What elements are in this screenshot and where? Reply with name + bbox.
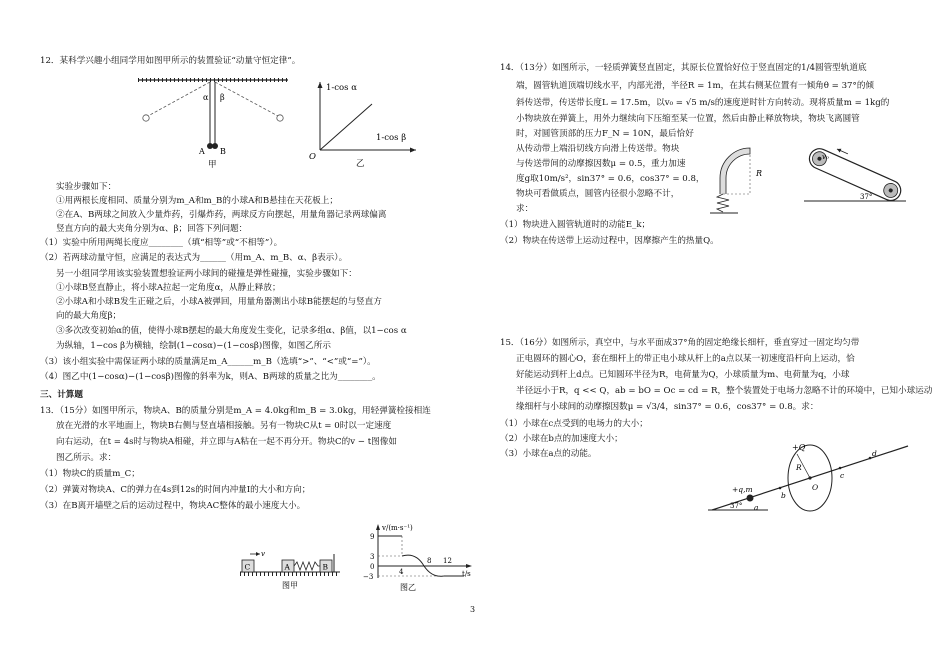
q13-jia-caption: 图甲 <box>282 581 298 590</box>
q13-yi-tick-4: 4 <box>399 568 404 576</box>
q14-angle-label: 37° <box>860 193 873 201</box>
q13-figure-jia <box>236 544 346 592</box>
section-title: 三、计算题 <box>40 390 83 400</box>
q15-line-4: 缘细杆与小球间的动摩擦因数μ = √3/4，sin37° = 0.6，cos37° = 0.8。求： <box>516 402 819 412</box>
q13-yi-tick-12: 12 <box>443 557 452 565</box>
q15-line-5: （1）小球在c点受到的电场力的大小； <box>500 419 648 429</box>
q12-line-8: ②小球A和小球B发生正碰之后，小球A被弹回，用量角器测出小球B能摆起的与竖直方 <box>56 297 382 307</box>
q15-line-3: 半径远小于R，q << Q，ab = bO = Oc = cd = R，整个装置处于电场力忽略不计的环境中，已知小球运动 <box>516 386 933 396</box>
q13-yi-ylabel: v/(m·s⁻¹) <box>382 524 413 532</box>
q13-yi-tick-3: 3 <box>370 553 375 561</box>
q12-alpha-label: α <box>203 93 209 102</box>
q12-fig-yi-caption: 乙 <box>356 159 365 169</box>
q13-jia-C: C <box>244 562 251 572</box>
q12-line-11: 为纵轴，1−cos β为横轴，绘制(1−cosα)−(1−cosβ)图像，如图乙所示 <box>56 341 331 351</box>
q14-line-9: 求： <box>516 204 534 214</box>
q12-line-7: ①小球B竖直静止，将小球A拉起一定角度α，从静止释放； <box>56 283 281 293</box>
q13-line-2: 向右运动，在t = 4s时与物块A相碰，并立即与A粘在一起不再分开。物块C的v − t图像如 <box>56 437 397 447</box>
q12-figure-yi <box>304 78 424 173</box>
q13-figure-yi <box>358 522 478 594</box>
q13-line-5: （2）弹簧对物块A、C的弹力在4s到12s的时间内冲量I的大小和方向； <box>40 485 311 495</box>
q14-line-1: 端，圆管轨道顶端切线水平，内部光滑，半径R = 1m，在其右侧某位置有一倾角θ = 37°的倾 <box>516 81 875 91</box>
q12-line-3: 竖直方向的最大夹角分别为α、β；回答下列问题： <box>56 224 248 234</box>
q12-yi-xlabel: 1-cos β <box>376 133 407 143</box>
q15-line-1: 正电圆环的圆心O，套在细杆上的带正电小球从杆上的a点以某一初速度沿杆向上运动，恰 <box>516 354 855 364</box>
q14-R-label: R <box>756 169 763 178</box>
q15-Q-label: +Q <box>792 443 806 452</box>
q13-jia-v: v <box>261 550 265 558</box>
q12-yi-origin: O <box>309 152 316 162</box>
q15-a-label: a <box>754 503 759 512</box>
q12-B-label: B <box>220 147 226 156</box>
q12-figure-jia <box>138 76 288 171</box>
q13-line-0: 13．（15分）如图甲所示，物块A、B的质量分别是m_A = 4.0kg和m_B = 3.0kg，用轻弹簧栓接相连 <box>40 406 431 416</box>
q14-line-0: 14．（13分）如图所示，一轻质弹簧竖直固定，其原长位置恰好位于竖直固定的1/4圆管型轨道底 <box>500 63 867 73</box>
q12-line-2: ②在A、B两球之间放入少量炸药，引爆炸药，两球反方向摆起，用量角器记录两球偏离 <box>56 210 387 220</box>
q14-line-4: 时，对圆管顶部的压力F_N = 10N，最后恰好 <box>516 129 694 139</box>
q13-yi-tick-0: 0 <box>370 563 375 571</box>
q12-line-0: 实验步骤如下： <box>56 182 117 192</box>
q12-line-9: 向的最大角度β； <box>56 311 122 321</box>
q12-line-6: 另一小组同学用该实验装置想验证两小球间的碰撞是弹性碰撞，实验步骤如下： <box>56 269 357 279</box>
q14-line-10: （1）物块进入圆管轨道时的动能E_k； <box>500 220 651 230</box>
q15-figure <box>708 443 918 516</box>
q15-line-7: （3）小球在a点的动能。 <box>500 449 597 459</box>
q12-A-label: A <box>199 147 205 156</box>
q13-yi-tick-9: 9 <box>370 533 375 541</box>
q14-line-5: 从传动带上端沿切线方向滑上传送带。物块 <box>516 144 680 154</box>
q12-line-13: （4）图乙中(1−cosα)−(1−cosβ)图像的斜率为k，则A、B两球的质量之比为________。 <box>40 372 381 382</box>
q12-line-4: （1）实验中所用两绳长度应________（填“相等”或“不相等”）。 <box>40 238 283 248</box>
q14-line-3: 小物块放在弹簧上，用外力继续向下压缩至某一位置，然后由静止释放物块，物块飞离圆管 <box>516 114 860 124</box>
q12-line-10: ③多次改变初始α的值，使得小球B摆起的最大角度发生变化，记录多组α、β值，以1−cos α <box>56 326 407 336</box>
q14-figure-tube <box>706 138 776 214</box>
q14-figure-conveyor <box>800 145 910 207</box>
q12-line-12: （3）该小组实验中需保证两小球的质量满足m_A______m_B（选填“>”、“<”或“=”）。 <box>40 357 376 367</box>
page-number: 3 <box>470 605 476 614</box>
q15-line-2: 好能运动到杆上d点。已知圆环半径为R，电荷量为Q，小球质量为m、电荷量为q，小球 <box>516 370 850 380</box>
q13-line-6: （3）在B离开墙壁之后的运动过程中，物块AC整体的最小速度大小。 <box>40 501 306 511</box>
q13-jia-A: A <box>284 562 290 572</box>
q12-line-1: ①用两根长度相同、质量分别为m_A和m_B的小球A和B悬挂在天花板上； <box>56 196 338 206</box>
q14-line-7: 度g取10m/s²，sin37° = 0.6，cos37° = 0.8， <box>516 174 705 184</box>
q13-line-1: 放在光滑的水平地面上，物块B右侧与竖直墙相接触。另有一物块C从t = 0时以一定速度 <box>56 421 392 431</box>
q15-d-label: d <box>872 449 877 458</box>
q15-qm-label: +q,m <box>732 485 753 494</box>
q15-c-label: c <box>840 471 845 480</box>
q15-b-label: b <box>781 491 786 500</box>
q14-line-8: 物块可看做质点，圆管内径很小忽略不计， <box>516 189 680 199</box>
q15-angle-label: 37° <box>730 502 743 510</box>
q12-stem: 12．某科学兴趣小组同学用如图甲所示的装置验证“动量守恒定律”。 <box>40 56 301 66</box>
q13-line-4: （1）物块C的质量m_C； <box>40 469 140 479</box>
q15-O-label: O <box>812 483 819 492</box>
q13-jia-B: B <box>322 562 329 572</box>
q14-v0-label: v₀ <box>822 153 829 161</box>
q12-beta-label: β <box>220 93 225 102</box>
q14-line-2: 斜传送带，传送带长度L = 17.5m，以v₀ = √5 m/s的速度逆时针方向转动。现将质量m = 1kg的 <box>516 98 890 108</box>
q15-R-label: R <box>796 463 802 472</box>
q13-yi-caption: 图乙 <box>400 583 416 592</box>
q13-yi-tick-neg3: −3 <box>363 573 374 581</box>
q15-line-6: （2）小球在b点的加速度大小； <box>500 434 623 444</box>
q15-line-0: 15．（16分）如图所示，真空中，与水平面成37°角的固定绝缘长细杆，垂直穿过一固定均匀带 <box>500 338 860 348</box>
q13-line-3: 图乙所示。求： <box>56 453 117 463</box>
q14-line-6: 与传送带间的动摩擦因数μ = 0.5，重力加速 <box>516 159 686 169</box>
q12-fig-jia-caption: 甲 <box>208 160 217 170</box>
q14-line-11: （2）物块在传送带上运动过程中，因摩擦产生的热量Q。 <box>500 236 719 246</box>
q13-yi-tick-8: 8 <box>427 557 432 565</box>
q12-line-5: （2）若两球动量守恒，应满足的表达式为______（用m_A、m_B、α、β表示）。 <box>40 253 348 263</box>
q12-yi-ylabel: 1-cos α <box>326 83 357 93</box>
q13-yi-xlabel: t/s <box>462 570 471 578</box>
